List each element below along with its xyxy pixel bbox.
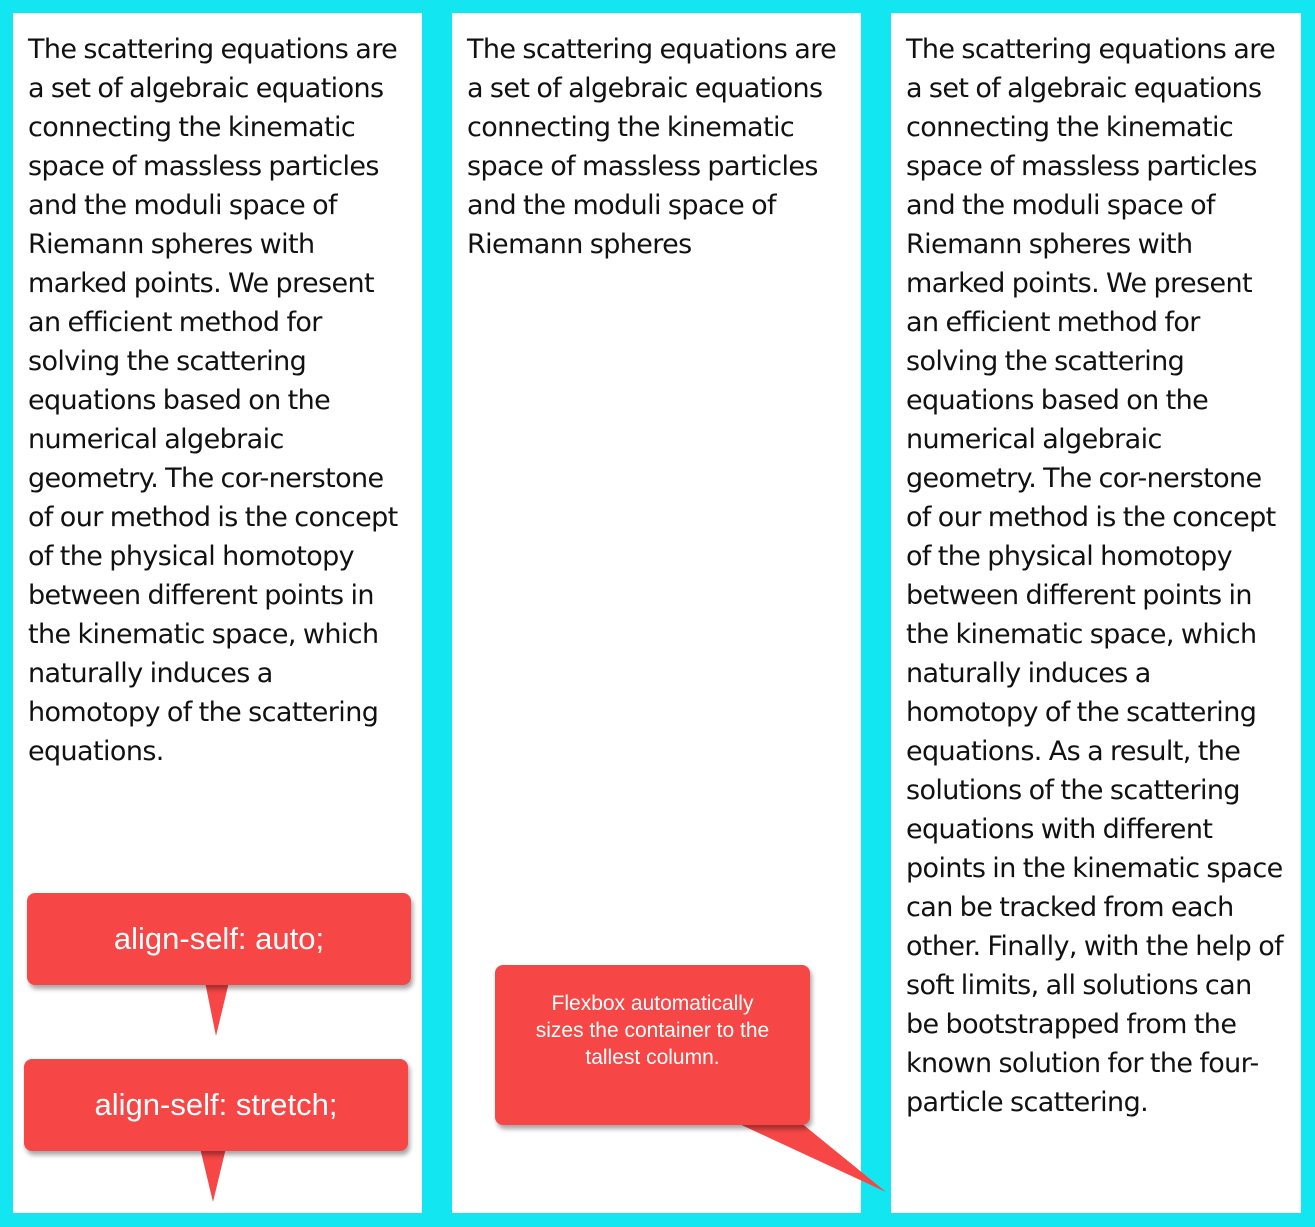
callout-flexbox-note-label: Flexbox automatically sizes the container to the tallest column. [535,991,770,1069]
column-left-text: The scattering equations are a set of algebraic equations connecting the kinematic space of massless particles and the moduli space of Riemann spheres with marked points. We present an efficient method for solving the scattering equations based on the numerical algebraic geometry. The cor-nerstone of our method is the concept of the physical homotopy between different points in the kinematic space, which naturally induces a homotopy of the scattering equations. [28,34,398,767]
callout-flexbox-note [495,965,810,1125]
callout-align-self-stretch-label: align-self: stretch; [94,1087,338,1122]
column-left [13,13,422,1213]
callout-align-self-auto [27,893,411,985]
column-middle-text: The scattering equations are a set of algebraic equations connecting the kinematic space of massless particles and the moduli space of Riemann spheres [467,34,837,260]
column-right [891,13,1301,1213]
callout-align-self-auto-label: align-self: auto; [113,921,325,956]
column-right-text: The scattering equations are a set of algebraic equations connecting the kinematic space of massless particles and the moduli space of Riemann spheres with marked points. We present an efficient method for solving the scattering equations based on the numerical algebraic geometry. The cor-nerstone of our method is the concept of the physical homotopy between different points in the kinematic space, which naturally induces a homotopy of the scattering equations. As a result, the solutions of the scattering equations with different points in the kinematic space can be tracked from each other. Finally, with the help of soft limits, all solutions can be bootstrapped from the known solution for the four-particle scattering. [906,34,1284,1118]
callout-align-self-stretch [24,1059,408,1151]
